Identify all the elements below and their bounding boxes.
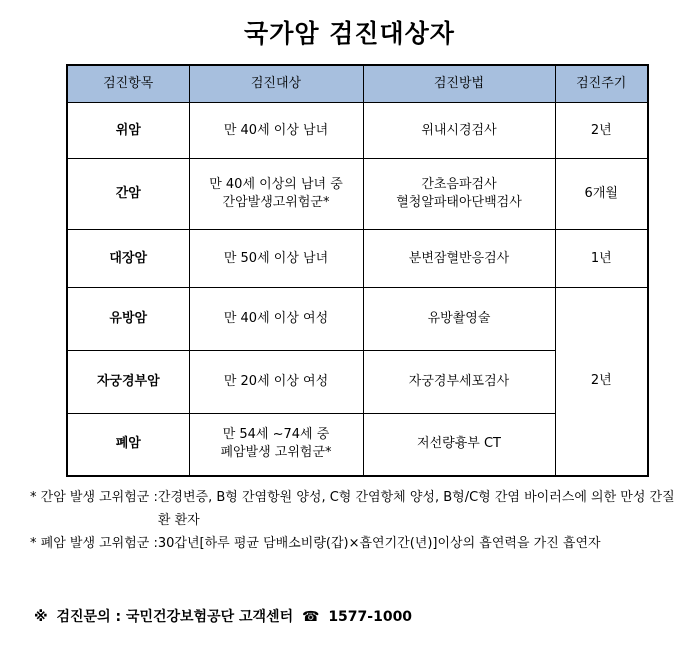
target-cell <box>189 414 363 476</box>
cancer-name: 유방암 <box>67 288 189 351</box>
table-row <box>67 288 648 351</box>
method-line: 혈청알파태아단백검사 <box>396 195 522 210</box>
table-row <box>67 103 648 159</box>
method-cell <box>363 159 555 230</box>
cancer-name: 폐암 <box>67 414 189 476</box>
footnote <box>30 532 680 555</box>
method-cell: 자궁경부세포검사 <box>363 351 555 414</box>
target-line: 폐암발생 고위험군* <box>220 445 332 461</box>
target-cell: 만 40세 이상 남녀 <box>189 103 363 159</box>
table-row <box>67 230 648 288</box>
cycle-cell: 6개월 <box>555 159 648 230</box>
phone-number: 1577-1000 <box>328 609 413 625</box>
footnote-label: * 폐암 발생 고위험군 : <box>30 536 158 551</box>
footnote-text: 간경변증, B형 간염항원 양성, C형 간염항체 양성, B형/C형 간염 바이러스에 의한 만성 간질환 환자 <box>157 490 675 528</box>
contact-info <box>34 606 416 626</box>
method-cell: 저선량흉부 CT <box>363 414 555 476</box>
method-cell: 위내시경검사 <box>363 103 555 159</box>
cancer-name: 간암 <box>67 159 189 230</box>
phone-icon: ☎ <box>301 609 320 625</box>
target-line: 간암발생고위험군* <box>222 195 330 210</box>
cancer-name: 대장암 <box>67 230 189 288</box>
footnote <box>30 486 680 532</box>
contact-label: 검진문의 : 국민건강보험공단 고객센터 <box>56 609 294 625</box>
cancer-name: 자궁경부암 <box>67 351 189 414</box>
screening-table <box>66 64 649 477</box>
method-cell: 유방촬영술 <box>363 288 555 351</box>
header-cell: 검진항목 <box>67 65 189 103</box>
target-cell <box>189 159 363 230</box>
header-cell: 검진방법 <box>363 65 555 103</box>
table-header-row <box>67 65 648 103</box>
target-cell: 만 40세 이상 여성 <box>189 288 363 351</box>
table-row <box>67 159 648 230</box>
target-line: 만 40세 이상의 남녀 중 <box>209 177 343 192</box>
footnote-text: 30갑년[하루 평균 담배소비량(갑)×흡연기간(년)]이상의 흡연력을 가진 흡연자 <box>157 536 601 551</box>
header-cell: 검진주기 <box>555 65 648 103</box>
cycle-cell: 1년 <box>555 230 648 288</box>
footnote-label: * 간암 발생 고위험군 : <box>30 490 158 505</box>
target-line: 만 54세 ~74세 중 <box>222 427 330 443</box>
cycle-cell: 2년 <box>555 103 648 159</box>
footnotes <box>30 486 680 555</box>
header-cell: 검진대상 <box>189 65 363 103</box>
method-line: 간초음파검사 <box>421 177 497 192</box>
target-cell: 만 20세 이상 여성 <box>189 351 363 414</box>
reference-mark-icon: ※ <box>34 609 48 625</box>
cycle-cell: 2년 <box>555 288 648 476</box>
target-cell: 만 50세 이상 남녀 <box>189 230 363 288</box>
method-cell: 분변잠혈반응검사 <box>363 230 555 288</box>
page-title: 국가암 검진대상자 <box>244 19 455 48</box>
cancer-name: 위암 <box>67 103 189 159</box>
